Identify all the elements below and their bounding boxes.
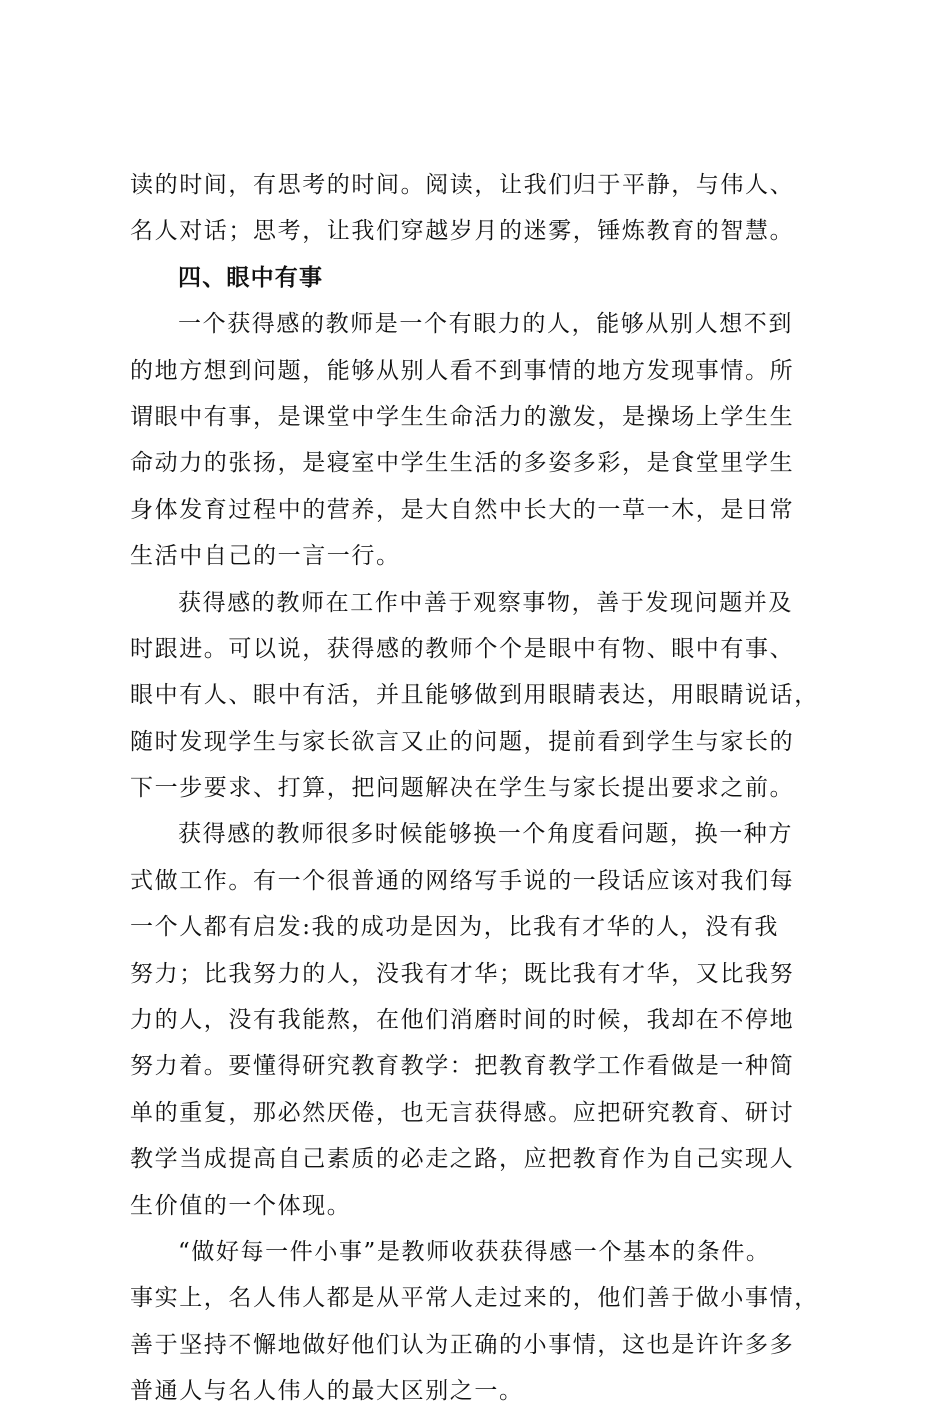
text-line: 事实上，名人伟人都是从平常人走过来的，他们善于做小事情， [130, 1285, 819, 1312]
text-line: “做好每一件小事”是教师收获获得感一个基本的条件。 [178, 1238, 771, 1265]
text-line: 获得感的教师很多时候能够换一个角度看问题，换一种方 [178, 821, 793, 848]
text-line: 生活中自己的一言一行。 [130, 543, 401, 570]
text-line: 读的时间，有思考的时间。阅读，让我们归于平静，与伟人、 [130, 172, 795, 198]
text-line: 眼中有人、眼中有活，并且能够做到用眼睛表达，用眼睛说话， [130, 682, 819, 709]
text-line: 力的人，没有我能熬，在他们消磨时间的时候，我却在不停地 [130, 1007, 795, 1034]
text-line: 下一步要求、打算，把问题解决在学生与家长提出要求之前。 [130, 775, 795, 802]
section-heading: 四、眼中有事 [178, 264, 324, 291]
text-line: 单的重复，那必然厌倦，也无言获得感。应把研究教育、研讨 [130, 1099, 795, 1126]
text-line: 努力；比我努力的人，没我有才华；既比我有才华，又比我努 [130, 960, 795, 987]
text-line: 努力着。要懂得研究教育教学：把教育教学工作看做是一种简 [130, 1053, 795, 1080]
text-line: 名人对话；思考，让我们穿越岁月的迷雾，锤炼教育的智慧。 [130, 218, 795, 245]
text-line: 的地方想到问题，能够从别人看不到事情的地方发现事情。所 [130, 357, 795, 384]
text-line: 教学当成提高自己素质的必走之路，应把教育作为自己实现人 [130, 1146, 795, 1173]
text-line: 获得感的教师在工作中善于观察事物，善于发现问题并及 [178, 589, 793, 616]
text-line: 一个获得感的教师是一个有眼力的人，能够从别人想不到 [178, 311, 793, 338]
text-line: 善于坚持不懈地做好他们认为正确的小事情，这也是许许多多 [130, 1331, 795, 1358]
text-line: 生价值的一个体现。 [130, 1192, 352, 1219]
document-page [130, 162, 820, 1415]
text-line: 谓眼中有事，是课堂中学生生命活力的激发，是操场上学生生 [130, 403, 795, 430]
text-line: 随时发现学生与家长欲言又止的问题，提前看到学生与家长的 [130, 728, 795, 755]
text-line: 式做工作。有一个很普通的网络写手说的一段话应该对我们每 [130, 867, 795, 894]
text-line: 普通人与名人伟人的最大区别之一。 [130, 1378, 524, 1405]
text-line: 一个人都有启发:我的成功是因为，比我有才华的人，没有我 [130, 914, 779, 941]
text-line: 身体发育过程中的营养，是大自然中长大的一草一木，是日常 [130, 496, 795, 523]
text-line: 时跟进。可以说，获得感的教师个个是眼中有物、眼中有事、 [130, 635, 795, 662]
text-line: 命动力的张扬，是寝室中学生生活的多姿多彩，是食堂里学生 [130, 450, 795, 477]
